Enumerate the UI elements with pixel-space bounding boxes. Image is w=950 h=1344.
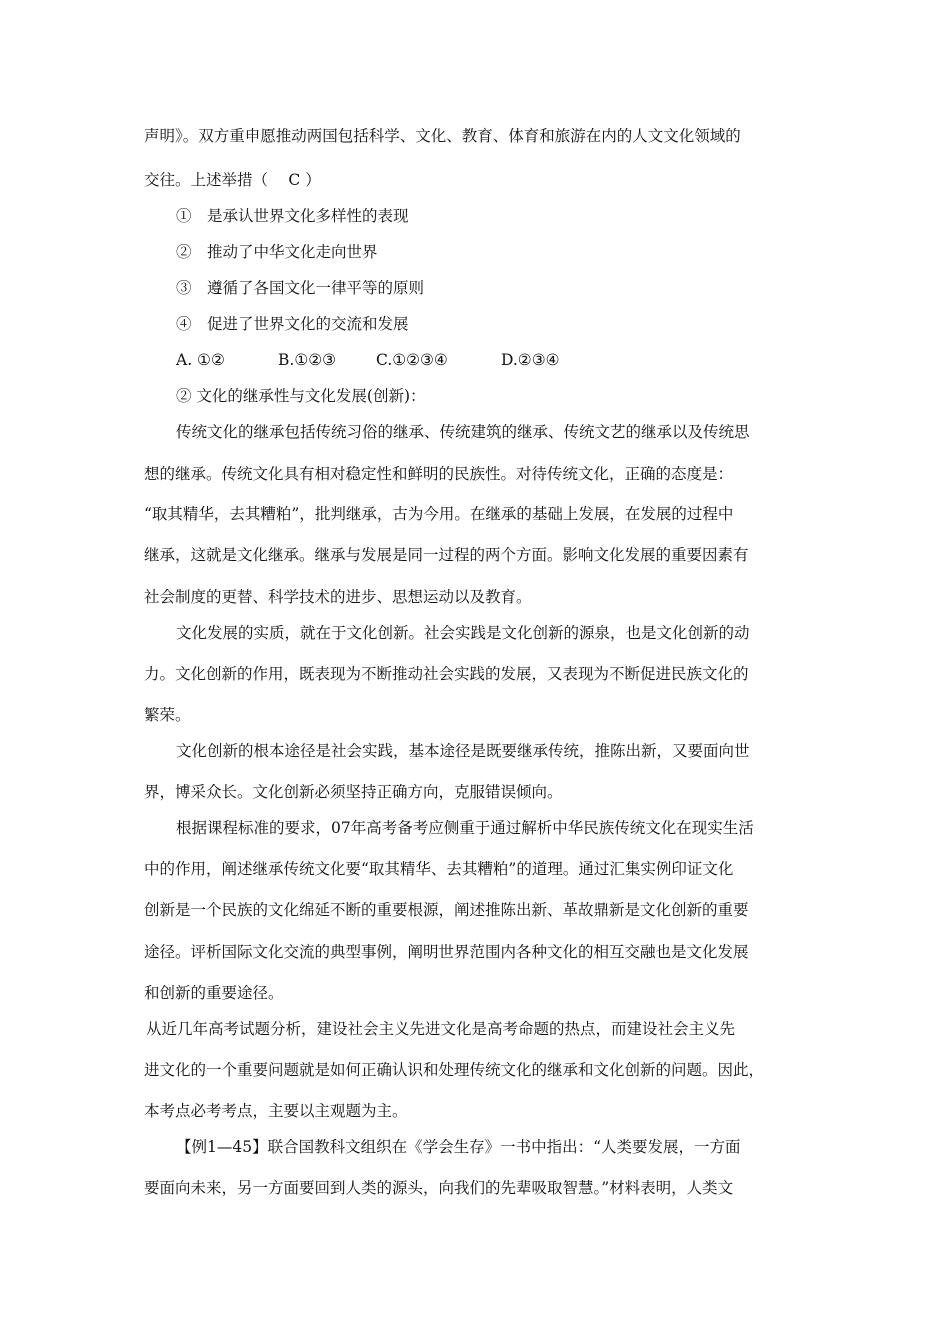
statement-2: ② 推动了中华文化走向世界 xyxy=(176,243,378,261)
text-line: 进文化的一个重要问题就是如何正确认识和处理传统文化的继承和文化创新的问题。因此， xyxy=(144,1061,765,1079)
text-line: 途径。评析国际文化交流的典型事例，阐明世界范围内各种文化的相互交融也是文化发展 xyxy=(144,943,749,961)
option-b: B.①②③ xyxy=(278,351,337,369)
text-line: 中的作用，阐述继承传统文化要“取其精华、去其糟粕”的道理。通过汇集实例印证文化 xyxy=(144,860,734,878)
text-line: 创新是一个民族的文化绵延不断的重要根源，阐述推陈出新、革故鼎新是文化创新的重要 xyxy=(144,901,749,919)
text-line: 文化创新的根本途径是社会实践，基本途径是既要继承传统，推陈出新，又要面向世 xyxy=(176,742,750,760)
statement-1: ① 是承认世界文化多样性的表现 xyxy=(176,207,409,225)
text-line: 界，博采众长。文化创新必须坚持正确方向，克服错误倾向。 xyxy=(144,783,563,801)
text-line: 传统文化的继承包括传统习俗的继承、传统建筑的继承、传统文艺的继承以及传统思 xyxy=(176,423,750,441)
text-line: 从近几年高考试题分析，建设社会主义先进文化是高考命题的热点，而建设社会主义先 xyxy=(146,1020,736,1038)
statement-4: ④ 促进了世界文化的交流和发展 xyxy=(176,315,409,333)
section-heading: ② 文化的继承性与文化发展(创新)： xyxy=(176,387,426,405)
text-line: 根据课程标准的要求，07年高考备考应侧重于通过解析中华民族传统文化在现实生活 xyxy=(176,819,754,837)
text-line: 继承，这就是文化继承。继承与发展是同一过程的两个方面。影响文化发展的重要因素有 xyxy=(144,546,749,564)
option-a: A. ①② xyxy=(176,351,225,369)
text-line: 文化发展的实质，就在于文化创新。社会实践是文化创新的源泉，也是文化创新的动 xyxy=(176,624,750,642)
text-line: 本考点必考考点，主要以主观题为主。 xyxy=(144,1102,408,1120)
question-stem: 交往。上述举措（ C ） xyxy=(144,171,321,189)
example-heading: 【例1—45】联合国教科文组织在《学会生存》一书中指出：“人类要发展，一方面 xyxy=(176,1138,741,1156)
text-line: 声明》。双方重申愿推动两国包括科学、文化、教育、体育和旅游在内的人文文化领域的 xyxy=(144,127,741,145)
option-d: D.②③④ xyxy=(501,351,560,369)
text-line: 要面向未来，另一方面要回到人类的源头，向我们的先辈吸取智慧。”材料表明，人类文 xyxy=(144,1179,734,1197)
answer-options xyxy=(176,350,856,370)
text-line: 社会制度的更替、科学技术的进步、思想运动以及教育。 xyxy=(144,588,532,606)
statement-3: ③ 遵循了各国文化一律平等的原则 xyxy=(176,279,425,297)
text-line: 力。文化创新的作用，既表现为不断推动社会实践的发展，又表现为不断促进民族文化的 xyxy=(144,665,749,683)
text-line: 和创新的重要途径。 xyxy=(144,984,284,1002)
text-line: 繁荣。 xyxy=(144,706,191,724)
text-line: 想的继承。传统文化具有相对稳定性和鲜明的民族性。对待传统文化，正确的态度是： xyxy=(144,465,734,483)
text-line: “取其精华，去其糟粕”，批判继承，古为今用。在继承的基础上发展，在发展的过程中 xyxy=(144,505,734,523)
option-c: C.①②③④ xyxy=(376,351,448,369)
